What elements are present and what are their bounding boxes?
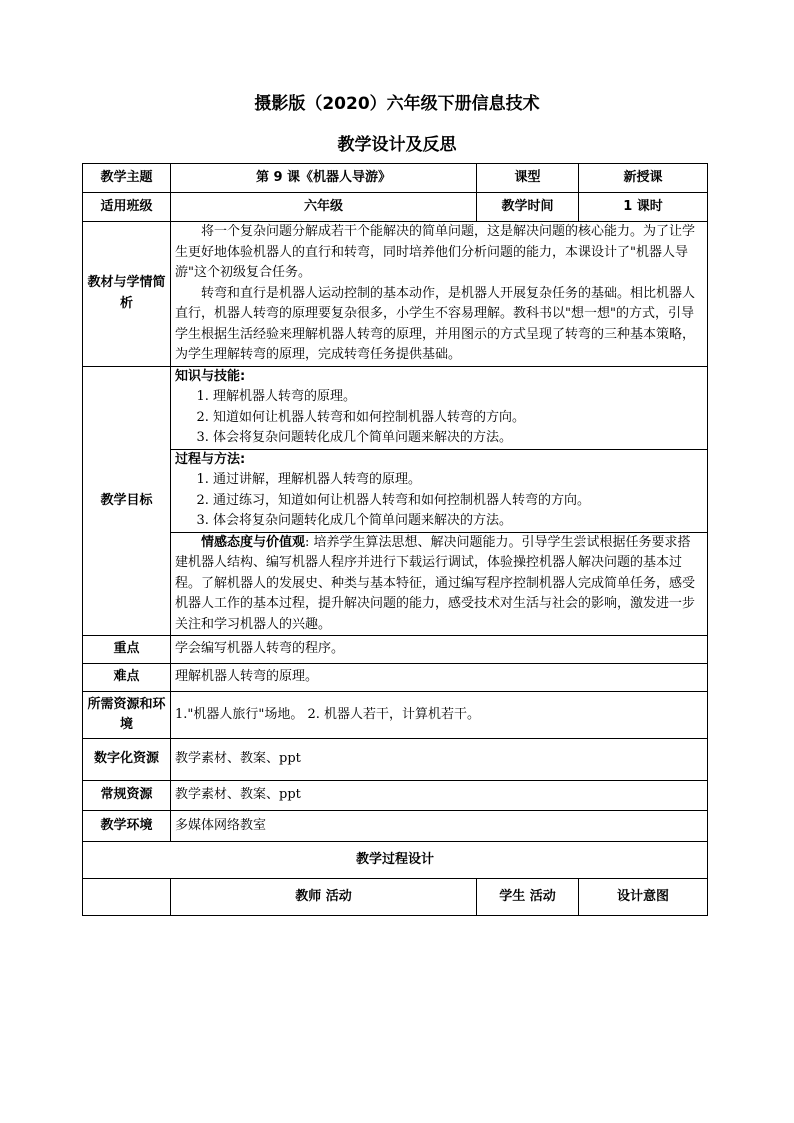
process-list — [175, 470, 703, 532]
class-value: 六年级 — [171, 193, 477, 222]
knowledge-title: 知识与技能: — [175, 368, 246, 384]
topic-value: 第 9 课《机器人导游》 — [171, 164, 477, 193]
resources-env-value: 1."机器人旅行"场地。 2. 机器人若干，计算机若干。 — [171, 692, 708, 739]
type-label: 课型 — [477, 164, 579, 193]
digital-resources-label: 数字化资源 — [83, 739, 171, 781]
document-title: 摄影版（2020）六年级下册信息技术 — [254, 94, 540, 114]
analysis-label: 教材与学情简析 — [83, 222, 171, 367]
list-item: 2. 知道如何让机器人转弯和如何控制机器人转弯的方向。 — [213, 408, 703, 429]
lesson-plan-table — [82, 163, 708, 916]
environment-label: 教学环境 — [83, 811, 171, 842]
list-item: 1. 理解机器人转弯的原理。 — [213, 387, 703, 408]
process-section — [171, 449, 708, 532]
document-subtitle: 教学设计及反思 — [337, 135, 457, 155]
resources-env-label: 所需资源和环境 — [83, 692, 171, 739]
topic-label: 教学主题 — [83, 164, 171, 193]
difficulty-value: 理解机器人转弯的原理。 — [171, 664, 708, 692]
list-item: 1. 通过讲解，理解机器人转弯的原理。 — [213, 470, 703, 491]
list-item: 2. 通过练习，知道如何让机器人转弯和如何控制机器人转弯的方向。 — [213, 491, 703, 512]
emotion-section — [171, 532, 708, 636]
analysis-paragraph: 将一个复杂问题分解成若干个能解决的简单问题，这是解决问题的核心能力。为了让学生更好地体验机器人的直行和转弯，同时培养他们分析问题的能力，本课设计了"机器人导游"这个初级复合任务。 — [175, 224, 696, 280]
process-empty-cell — [83, 879, 171, 916]
regular-resources-value: 教学素材、教案、ppt — [171, 781, 708, 811]
key-point-label: 重点 — [83, 636, 171, 664]
process-design-title: 教学过程设计 — [83, 842, 708, 879]
analysis-content — [171, 222, 708, 367]
emotion-text: : 培养学生算法思想、解决问题能力。引导学生尝试根据任务要求搭建机器人结构、编写机器人程序并进行下载运行调试，体验操控机器人解决问题的基本过程。了解机器人的发展史、种类与基本特征，通过编写程序控制机器人完成简单任务，感受机器人工作的基本过程，提升解决问题的能力，感受技术对生活与社会的影响，激发进一步关注和学习机器人的兴趣。 — [175, 534, 696, 632]
emotion-title: 情感态度与价值观 — [201, 534, 306, 550]
regular-resources-label: 常规资源 — [83, 781, 171, 811]
knowledge-section — [171, 366, 708, 449]
list-item: 3. 体会将复杂问题转化成几个简单问题来解决的方法。 — [213, 428, 703, 449]
design-intent-header: 设计意图 — [579, 879, 708, 916]
key-point-value: 学会编写机器人转弯的程序。 — [171, 636, 708, 664]
student-activity-header: 学生 活动 — [477, 879, 579, 916]
emotion-paragraph — [175, 533, 703, 636]
difficulty-label: 难点 — [83, 664, 171, 692]
knowledge-list — [175, 387, 703, 449]
analysis-paragraph: 转弯和直行是机器人运动控制的基本动作，是机器人开展复杂任务的基础。相比机器人直行，机器人转弯的原理要复杂很多，小学生不容易理解。教科书以"想一想"的方式，引导学生根据生活经验来理解机器人转弯的原理，并用图示的方式呈现了转弯的三种基本策略，为学生理解转弯的原理，完成转弯任务提供基础。 — [175, 285, 696, 362]
type-value: 新授课 — [579, 164, 708, 193]
time-value: 1 课时 — [579, 193, 708, 222]
time-label: 教学时间 — [477, 193, 579, 222]
process-title: 过程与方法: — [175, 451, 246, 467]
digital-resources-value: 教学素材、教案、ppt — [171, 739, 708, 781]
objectives-label: 教学目标 — [83, 366, 171, 636]
class-label: 适用班级 — [83, 193, 171, 222]
teacher-activity-header: 教师 活动 — [171, 879, 477, 916]
environment-value: 多媒体网络教室 — [171, 811, 708, 842]
list-item: 3. 体会将复杂问题转化成几个简单问题来解决的方法。 — [213, 511, 703, 532]
